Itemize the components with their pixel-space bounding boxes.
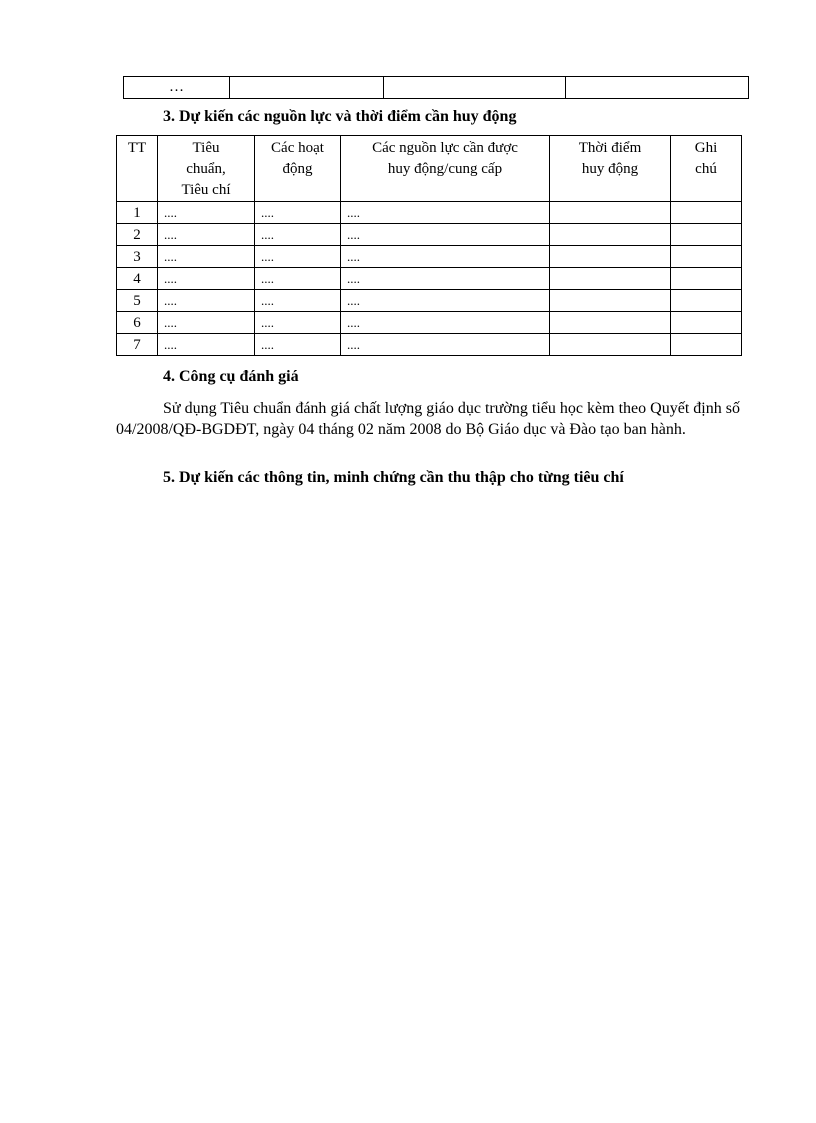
note-cell <box>671 224 742 246</box>
header-resources <box>341 136 550 202</box>
activities-cell: .... <box>255 202 341 224</box>
row-number: 3 <box>117 246 158 268</box>
resources-cell: .... <box>341 224 550 246</box>
section-4-heading: 4. Công cụ đánh giá <box>163 368 299 385</box>
header-line: động <box>282 161 313 177</box>
note-cell <box>671 290 742 312</box>
time-cell <box>550 246 671 268</box>
row-number: 4 <box>117 268 158 290</box>
table-row <box>117 290 742 312</box>
resources-cell: .... <box>341 312 550 334</box>
resources-cell: .... <box>341 246 550 268</box>
criteria-cell: .... <box>158 202 255 224</box>
resources-cell: .... <box>341 290 550 312</box>
note-cell <box>671 268 742 290</box>
criteria-cell: .... <box>158 224 255 246</box>
header-line: chuẩn, <box>186 161 226 177</box>
row-number: 2 <box>117 224 158 246</box>
table-row <box>117 224 742 246</box>
criteria-cell: .... <box>158 290 255 312</box>
continued-table <box>123 76 749 99</box>
header-line: Các hoạt <box>271 140 324 156</box>
table-row <box>117 268 742 290</box>
header-line: chú <box>695 161 717 177</box>
time-cell <box>550 312 671 334</box>
header-tt: TT <box>117 136 158 202</box>
header-line: Các nguồn lực cần được <box>372 140 518 156</box>
header-line: Ghi <box>694 140 718 156</box>
resources-cell: .... <box>341 268 550 290</box>
resources-cell: .... <box>341 334 550 356</box>
table-row <box>117 246 742 268</box>
header-line: Thời điểm <box>578 140 642 156</box>
row-number: 1 <box>117 202 158 224</box>
note-cell <box>671 202 742 224</box>
row-number: 5 <box>117 290 158 312</box>
header-activities <box>255 136 341 202</box>
table-row <box>117 202 742 224</box>
time-cell <box>550 224 671 246</box>
table-cell: … <box>124 77 230 99</box>
table-header-row <box>117 136 742 202</box>
activities-cell: .... <box>255 312 341 334</box>
header-line: huy động/cung cấp <box>387 161 503 177</box>
row-number: 6 <box>117 312 158 334</box>
activities-cell: .... <box>255 224 341 246</box>
table-row <box>117 334 742 356</box>
time-cell <box>550 334 671 356</box>
criteria-cell: .... <box>158 312 255 334</box>
note-cell <box>671 334 742 356</box>
table-row <box>124 77 749 99</box>
table-row <box>117 312 742 334</box>
note-cell <box>671 246 742 268</box>
activities-cell: .... <box>255 290 341 312</box>
header-criteria <box>158 136 255 202</box>
time-cell <box>550 290 671 312</box>
header-line: Tiêu <box>192 140 220 156</box>
header-time <box>550 136 671 202</box>
header-line: huy động <box>581 161 639 177</box>
resources-cell: .... <box>341 202 550 224</box>
criteria-cell: .... <box>158 268 255 290</box>
section-4-paragraph: Sử dụng Tiêu chuẩn đánh giá chất lượng giáo dục trường tiểu học kèm theo Quyết định số 04/2008/QĐ-BGDĐT, ngày 04 tháng 02 năm 2008 do Bộ Giáo dục và Đào tạo ban hành. <box>116 400 740 438</box>
criteria-cell: .... <box>158 334 255 356</box>
time-cell <box>550 268 671 290</box>
table-cell <box>384 77 566 99</box>
table-cell <box>230 77 384 99</box>
activities-cell: .... <box>255 268 341 290</box>
header-line: Tiêu chí <box>181 182 231 198</box>
criteria-cell: .... <box>158 246 255 268</box>
section-5-heading: 5. Dự kiến các thông tin, minh chứng cần thu thập cho từng tiêu chí <box>163 469 624 486</box>
time-cell <box>550 202 671 224</box>
row-number: 7 <box>117 334 158 356</box>
resource-table <box>116 135 742 356</box>
section-3-heading: 3. Dự kiến các nguồn lực và thời điểm cần huy động <box>163 108 517 125</box>
note-cell <box>671 312 742 334</box>
header-note <box>671 136 742 202</box>
activities-cell: .... <box>255 246 341 268</box>
table-cell <box>566 77 749 99</box>
activities-cell: .... <box>255 334 341 356</box>
